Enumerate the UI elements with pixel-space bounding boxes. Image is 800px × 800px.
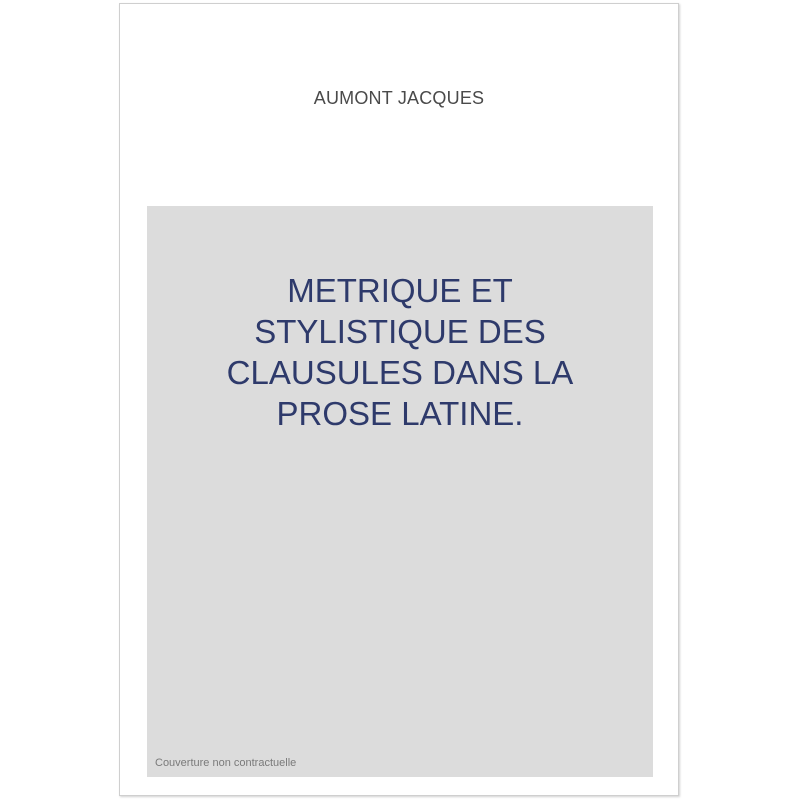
cover-disclaimer: Couverture non contractuelle — [155, 757, 297, 769]
author-name: AUMONT JACQUES — [313, 88, 485, 108]
book-title: METRIQUE ET STYLISTIQUE DES CLAUSULES DANS LA PROSE LATINE. — [226, 272, 574, 432]
book-cover — [119, 3, 679, 796]
title-panel — [147, 206, 653, 777]
